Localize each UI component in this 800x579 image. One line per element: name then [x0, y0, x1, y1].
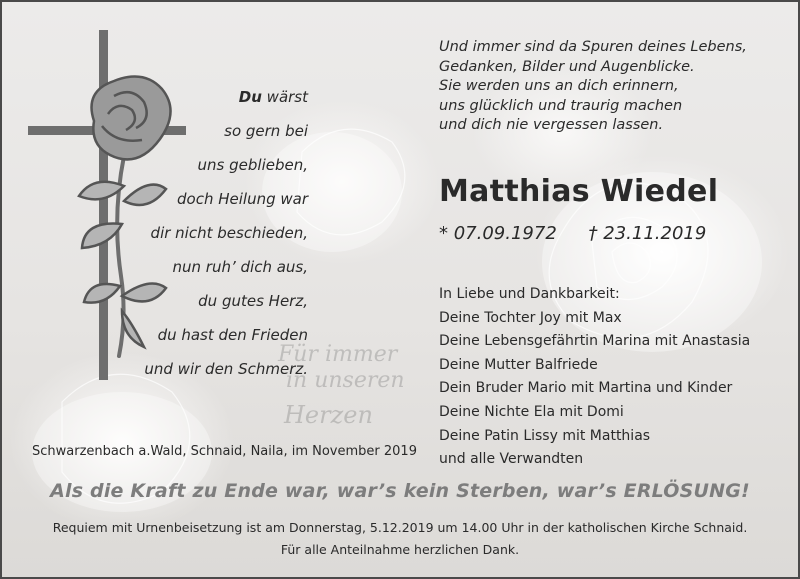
quote-line: Gedanken, Bilder und Augenblicke.	[439, 58, 695, 75]
poem-line: Du wärst	[238, 88, 308, 106]
mourners-list	[439, 283, 750, 472]
mourner-line: Deine Nichte Ela mit Domi	[439, 403, 624, 420]
birth-date: * 07.09.1972	[439, 223, 557, 244]
mourner-line: und alle Verwandten	[439, 451, 584, 468]
mourner-line: Deine Patin Lissy mit Matthias	[439, 427, 651, 444]
poem-line: so gern bei	[224, 122, 308, 140]
mourner-line: Deine Lebensgefährtin Marina mit Anastasia	[439, 333, 751, 350]
quote-line: und dich nie vergessen lassen.	[439, 117, 664, 133]
footer-info	[2, 517, 798, 561]
watermark-line: in unseren	[286, 368, 405, 393]
mourner-line: Deine Mutter Balfriede	[439, 356, 598, 373]
quote-line: Sie werden uns an dich erinnern,	[439, 78, 679, 94]
life-dates	[439, 223, 706, 244]
watermark-line: Für immer	[278, 342, 398, 367]
poem-line: nun ruh’ dich aus,	[172, 258, 308, 276]
poem-line: doch Heilung war	[177, 190, 308, 208]
slogan: Als die Kraft zu Ende war, war’s kein Sterben, war’s ERLÖSUNG!	[50, 480, 750, 502]
memorial-quote	[439, 38, 747, 136]
poem	[144, 80, 308, 386]
poem-line: uns geblieben,	[197, 156, 308, 174]
deceased-name: Matthias Wiedel	[439, 174, 719, 209]
mourner-line: Dein Bruder Mario mit Martina und Kinder	[439, 380, 733, 397]
place-and-date: Schwarzenbach a.Wald, Schnaid, Naila, im November 2019	[32, 444, 417, 459]
requiem-info: Requiem mit Urnenbeisetzung ist am Donnerstag, 5.12.2019 um 14.00 Uhr in der katholischen Kirche Schnaid.	[52, 520, 748, 535]
watermark-line: Herzen	[284, 401, 373, 429]
mourner-line: Deine Tochter Joy mit Max	[439, 309, 622, 326]
thanks-line: Für alle Anteilnahme herzlichen Dank.	[280, 542, 520, 557]
poem-line: dir nicht beschieden,	[150, 224, 308, 242]
death-date: † 23.11.2019	[588, 223, 707, 244]
mourner-line: In Liebe und Dankbarkeit:	[439, 286, 620, 302]
poem-line: du gutes Herz,	[198, 292, 308, 310]
poem-line: du hast den Frieden	[157, 326, 308, 344]
quote-line: Und immer sind da Spuren deines Lebens,	[439, 39, 747, 55]
quote-line: uns glücklich und traurig machen	[439, 97, 683, 114]
poem-line: und wir den Schmerz.	[144, 360, 308, 378]
